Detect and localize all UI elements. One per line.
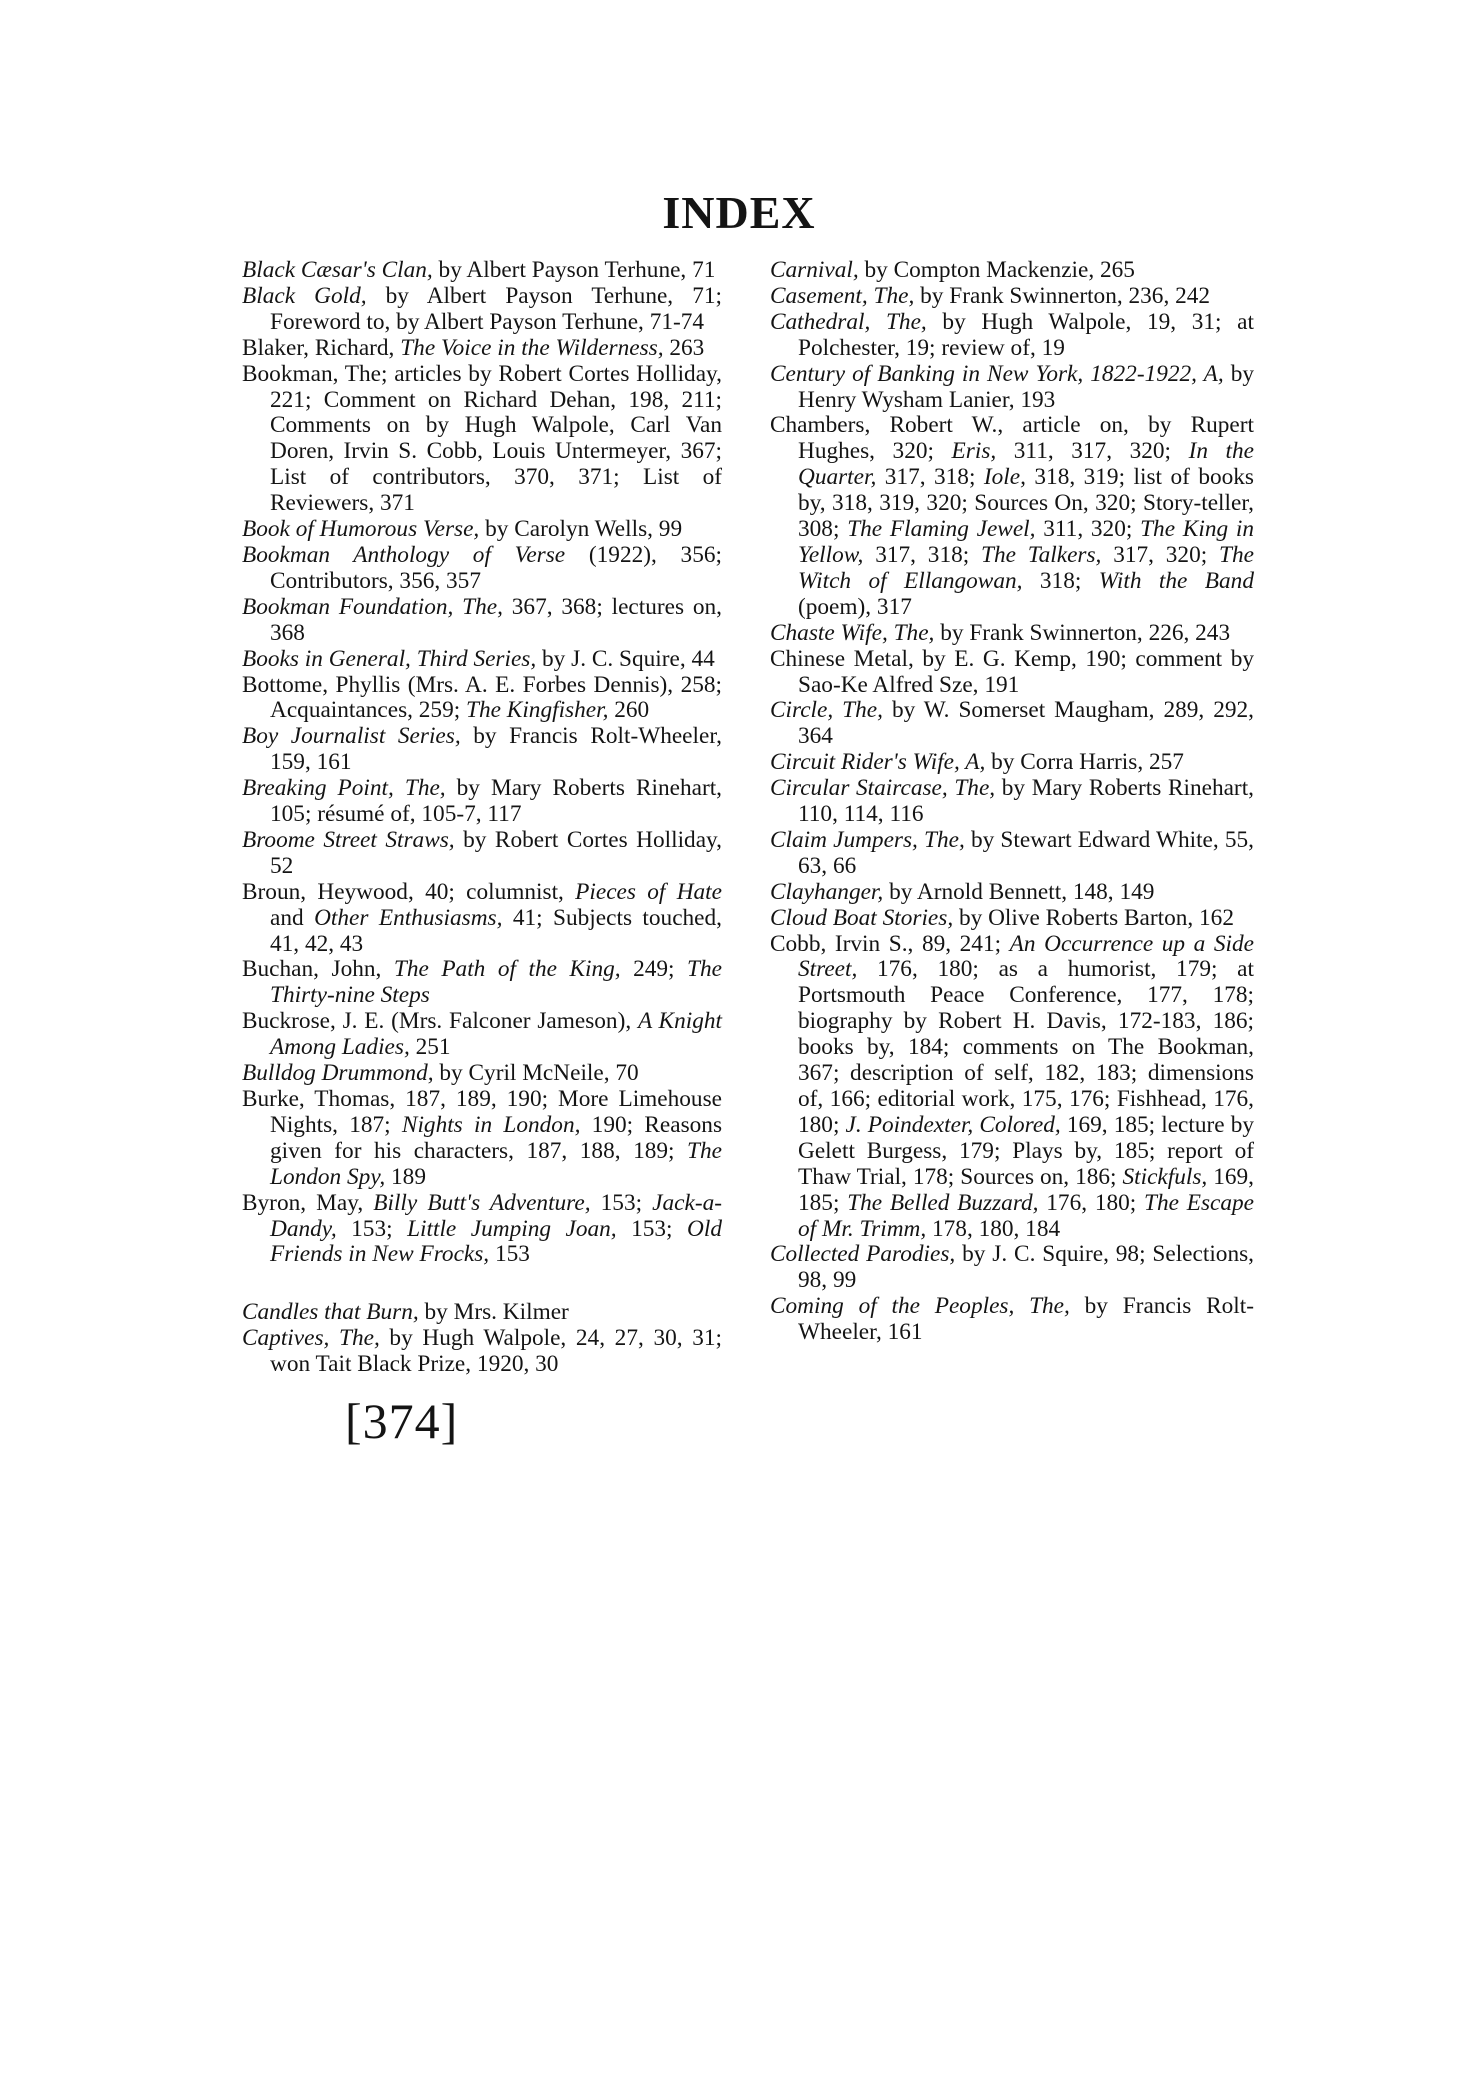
index-entry-title: Clayhanger, xyxy=(770,878,884,905)
index-entry-title: The Flaming Jewel, xyxy=(847,516,1036,543)
index-entry-title: Carnival, xyxy=(770,257,859,283)
index-entry-title: Bookman Foundation, The, xyxy=(242,593,503,620)
index-entry xyxy=(770,647,1254,699)
index-entry-text: 190; Reasons given for his characters, 187, 188, 189; xyxy=(270,1111,723,1164)
index-entry-title: Circle, The, xyxy=(770,697,883,724)
index-entry-text: by Hugh Walpole, 24, 27, 30, 31; won Tait Black Prize, 1920, 30 xyxy=(270,1325,722,1378)
index-entry-text: Chinese Metal, by E. G. Kemp, 190; comment by Sao-Ke Alfred Sze, 191 xyxy=(770,645,1254,698)
index-entry-title: J. Poindexter, Colored, xyxy=(845,1111,1061,1138)
index-entry-text: 189 xyxy=(385,1163,426,1190)
index-entry-title: Books in General, Third Series, xyxy=(242,645,537,672)
index-entry-title: Other Enthusiasms, xyxy=(314,904,503,931)
index-entry-text: Chambers, Robert W., article on, by Rupert Hughes, 320; xyxy=(770,412,1254,465)
index-entry-title: Coming of the Peoples, The, xyxy=(770,1293,1070,1320)
index-entry-text: by Cyril McNeile, 70 xyxy=(433,1060,639,1087)
index-entry xyxy=(770,284,1254,310)
index-entry-title: The London Spy, xyxy=(270,1137,722,1190)
index-entry-text: (1922), 356; Contributors, 356, 357 xyxy=(270,541,722,594)
index-entry-title: Eris, xyxy=(951,438,997,465)
index-entry xyxy=(242,776,722,828)
index-entry-text: by Mary Roberts Rinehart, 110, 114, 116 xyxy=(798,775,1254,828)
index-entry xyxy=(242,1191,722,1269)
index-entry-text: by W. Somerset Maugham, 289, 292, 364 xyxy=(798,697,1254,750)
index-entry-text: by Francis Rolt-Wheeler, 159, 161 xyxy=(270,723,722,776)
index-entry-title: Captives, The, xyxy=(242,1325,380,1352)
index-entry-text: 153; xyxy=(616,1215,688,1242)
index-entry xyxy=(242,1061,722,1087)
index-entry-text: 311, 317, 320; xyxy=(996,438,1189,465)
index-entry-title: The King in Yellow, xyxy=(798,516,1254,568)
index-entry-text: by Carolyn Wells, 99 xyxy=(479,516,683,543)
index-entry-text: by Robert Cortes Holliday, 52 xyxy=(270,826,722,879)
index-entry xyxy=(242,1009,722,1061)
index-entry-text: 317, 318; xyxy=(863,541,982,568)
index-entry-title: Casement, The, xyxy=(770,282,915,309)
page-title: INDEX xyxy=(662,187,816,238)
index-entry-text: by Stewart Edward White, 55, 63, 66 xyxy=(798,826,1254,879)
index-entry-text: Byron, May, xyxy=(242,1189,374,1216)
index-entry-text: Buckrose, J. E. (Mrs. Falconer Jameson), xyxy=(242,1008,638,1035)
index-column-right xyxy=(770,258,1254,1346)
index-entry-text: 260 xyxy=(608,697,650,724)
index-entry xyxy=(242,517,722,543)
index-entry xyxy=(242,362,722,517)
index-entry-title: The Escape of Mr. Trimm, xyxy=(798,1189,1255,1242)
index-entry xyxy=(770,828,1254,880)
index-entry-text: Blaker, Richard, xyxy=(242,334,401,361)
index-entry-text: by Frank Swinnerton, 236, 242 xyxy=(914,282,1211,309)
index-entry-title: Bulldog Drummond, xyxy=(242,1060,434,1087)
index-entry-text: by Henry Wysham Lanier, 193 xyxy=(798,360,1254,413)
index-entry-text: 317, 318; xyxy=(876,464,984,491)
index-entry xyxy=(242,673,722,725)
index-entry xyxy=(770,698,1254,750)
index-entry-text: by Albert Payson Terhune, 71; Foreword to, by Albert Payson Terhune, 71-74 xyxy=(270,282,722,335)
index-entry-text: Buchan, John, xyxy=(242,956,394,983)
index-entry xyxy=(770,621,1254,647)
index-entry-title: Iole, xyxy=(983,464,1026,491)
index-entry xyxy=(242,957,722,1009)
index-entry-text: by Albert Payson Terhune, 71 xyxy=(432,257,716,283)
index-entry-text: Bottome, Phyllis (Mrs. A. E. Forbes Dennis), 258; Acquaintances, 259; xyxy=(242,671,722,724)
index-entry-text: 367, 368; lectures on, 368 xyxy=(270,593,722,646)
index-entry xyxy=(770,906,1254,932)
index-entry-title: With the Band xyxy=(1098,567,1254,594)
index-entry-text: 318, 319; list of books by, 318, 319, 320; Sources On, 320; Story-teller, 308; xyxy=(798,464,1254,543)
index-entry-title: Cloud Boat Stories, xyxy=(770,904,954,931)
index-entry xyxy=(242,1087,722,1191)
index-entry-title: The Kingfisher, xyxy=(466,697,609,724)
index-entry-title: The Thirty-nine Steps xyxy=(270,956,722,1009)
index-entry-text: Burke, Thomas, 187, 189, 190; More Limehouse Nights, 187; xyxy=(242,1086,722,1138)
index-entry-text: 249; xyxy=(620,956,688,983)
index-entry-title: Book of Humorous Verse, xyxy=(242,516,480,543)
index-entry-text: 178, 180, 184 xyxy=(926,1215,1061,1242)
index-entry-text: by J. C. Squire, 44 xyxy=(536,645,715,672)
index-entry xyxy=(242,828,722,880)
index-entry-title: The Path of the King, xyxy=(393,956,621,983)
index-entry-title: Pieces of Hate xyxy=(575,878,722,905)
index-entry-title: Billy Butt's Adventure, xyxy=(373,1189,591,1216)
index-entry-text: 251 xyxy=(409,1034,451,1061)
index-entry-title: A Knight Among Ladies, xyxy=(270,1008,722,1061)
index-entry-text: Broun, Heywood, 40; columnist, xyxy=(242,878,576,905)
index-entry xyxy=(770,310,1254,362)
index-entry-text: by Mary Roberts Rinehart, 105; résumé of, 105-7, 117 xyxy=(270,775,722,828)
index-entry-title: Candles that Burn, xyxy=(242,1299,419,1326)
index-entry-text: 169, 185; lecture by Gelett Burgess, 179; Plays by, 185; report of Thaw Trial, 178; Sources on, 186; xyxy=(798,1111,1254,1190)
index-entry-title: Little Jumping Joan, xyxy=(407,1215,617,1242)
index-entry xyxy=(242,647,722,673)
index-entry-text: by J. C. Squire, 98; Selections, 98, 99 xyxy=(798,1241,1254,1294)
index-entry-text: by Hugh Walpole, 19, 31; at Polchester, 19; review of, 19 xyxy=(798,308,1254,361)
index-entry-text: 176, 180; xyxy=(1038,1189,1145,1216)
index-entry-title: Bookman Anthology of Verse xyxy=(242,541,566,568)
index-entry-text: 153; xyxy=(336,1215,408,1242)
index-entry-title: Breaking Point, The, xyxy=(242,775,446,802)
index-entry xyxy=(770,258,1254,284)
index-entry-title: Cathedral, The, xyxy=(770,308,927,335)
index-entry xyxy=(242,724,722,776)
index-entry-text: 263 xyxy=(663,334,705,361)
index-entry-title: In the Quarter, xyxy=(798,438,1254,491)
index-entry-title: Nights in London, xyxy=(401,1111,581,1138)
index-entry xyxy=(770,932,1254,1243)
index-entry-text: Cobb, Irvin S., 89, 241; xyxy=(770,930,1010,957)
index-entry-title: An Occurrence up a Side Street, xyxy=(798,930,1255,983)
index-entry-title: Black Gold, xyxy=(242,282,367,309)
index-entry-text: 41; Subjects touched, 41, 42, 43 xyxy=(270,904,722,957)
index-entry-title: Circuit Rider's Wife, A, xyxy=(770,749,986,776)
index-entry xyxy=(770,750,1254,776)
index-entry-title: Collected Parodies, xyxy=(770,1241,956,1268)
index-entry xyxy=(770,776,1254,828)
index-entry-title: The Voice in the Wilderness, xyxy=(400,334,664,361)
index-entry-text: 176, 180; as a humorist, 179; at Portsmouth Peace Conference, 177, 178; biography by Robert H. Davis, 172-183, 186; books by, 184; comments on The Bookman, 367; description of self, 182, 183; dimensions of, 166; editorial work, 175, 176; Fishhead, 176, 180; xyxy=(798,956,1254,1138)
index-entry-title: Claim Jumpers, The, xyxy=(770,826,965,853)
index-entry-text: (poem), 317 xyxy=(798,593,912,620)
index-entry xyxy=(242,595,722,647)
index-entry-text: and xyxy=(270,904,315,931)
index-entry-title: Broome Street Straws, xyxy=(242,826,455,853)
index-entry-text: 311, 320; xyxy=(1035,516,1141,543)
index-entry-title: Stickfuls, xyxy=(1122,1163,1208,1190)
index-entry-title: Century of Banking in New York, 1822-1922, A, xyxy=(770,360,1224,387)
index-entry xyxy=(770,880,1254,906)
index-entry xyxy=(242,1300,722,1326)
index-entry-title: Chaste Wife, The, xyxy=(770,619,935,646)
index-entry-text: by Compton Mackenzie, 265 xyxy=(858,257,1135,283)
index-entry-text: 318; xyxy=(1022,567,1099,594)
index-entry-title: The Talkers, xyxy=(981,541,1102,568)
index-entry xyxy=(242,336,722,362)
index-entry-title: Jack-a-Dandy, xyxy=(270,1189,722,1242)
index-entry xyxy=(242,543,722,595)
index-entry-text: by Mrs. Kilmer xyxy=(418,1299,569,1326)
index-entry-title: The Witch of Ellangowan, xyxy=(798,541,1254,594)
index-entry-title: Old Friends in New Frocks, xyxy=(270,1215,722,1268)
index-entry xyxy=(242,880,722,958)
index-entry xyxy=(242,258,722,284)
page-number: [374] xyxy=(345,1393,459,1449)
index-entry xyxy=(770,1242,1254,1294)
index-entry xyxy=(242,1326,722,1378)
index-entry-text: Bookman, The; articles by Robert Cortes Holliday, 221; Comment on Richard Dehan, 198, 211; Comments on by Hugh Walpole, Carl Van Doren, Irvin S. Cobb, Louis Untermeyer, 367; List of contributors, 370, 371; List of Reviewers, 371 xyxy=(242,360,722,517)
index-entry-title: Black Cæsar's Clan, xyxy=(242,257,433,283)
index-entry-text: 153; xyxy=(590,1189,653,1216)
index-entry-text: by Corra Harris, 257 xyxy=(985,749,1184,776)
index-entry-text: by Frank Swinnerton, 226, 243 xyxy=(934,619,1231,646)
index-entry-text: by Olive Roberts Barton, 162 xyxy=(953,904,1234,931)
index-entry xyxy=(770,1294,1254,1346)
index-entry xyxy=(770,413,1254,620)
index-entry-title: The Belled Buzzard, xyxy=(847,1189,1039,1216)
index-entry-text: 317, 320; xyxy=(1101,541,1220,568)
index-entry-title: Boy Journalist Series, xyxy=(242,723,461,750)
index-entry-title: Circular Staircase, The, xyxy=(770,775,996,802)
index-entry-text: by Arnold Bennett, 148, 149 xyxy=(883,878,1155,905)
index-entry-text: 169, 185; xyxy=(798,1163,1254,1216)
index-entry-text: 153 xyxy=(489,1241,530,1268)
index-entry-text: by Francis Rolt-Wheeler, 161 xyxy=(798,1293,1254,1346)
index-entry xyxy=(242,284,722,336)
index-column-left xyxy=(242,258,722,1378)
index-entry xyxy=(770,362,1254,414)
